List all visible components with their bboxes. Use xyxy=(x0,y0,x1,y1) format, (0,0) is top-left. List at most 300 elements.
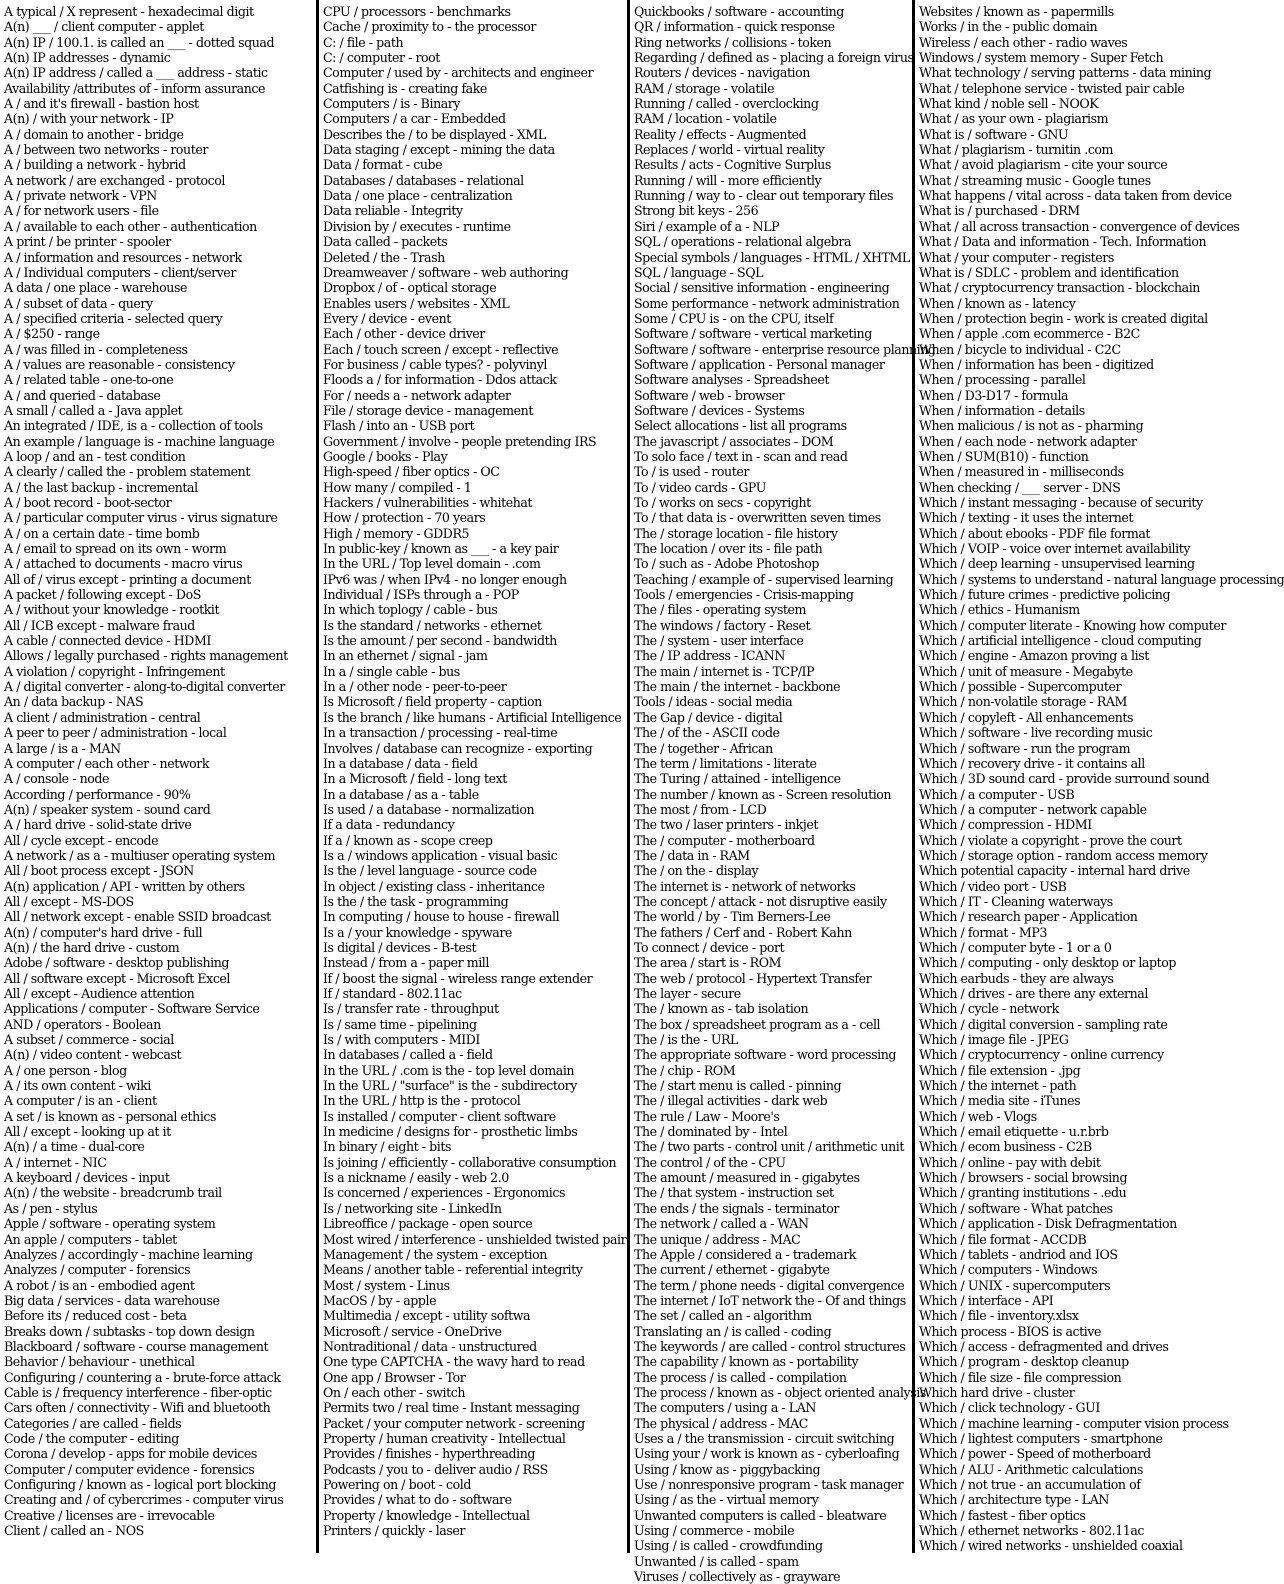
note-line: Which / ecom business - C2B xyxy=(919,1139,1092,1155)
note-line: Hackers / vulnerabilities - whitehat xyxy=(323,495,533,510)
note-line: Using your / work is known as - cyberloafing xyxy=(634,1446,900,1462)
note-line: Which / file format - ACCDB xyxy=(919,1231,1087,1247)
column-1 xyxy=(0,0,316,1553)
note-line: Viruses / collectively as - grayware xyxy=(634,1569,841,1584)
note-line: Permits two / real time - Instant messaging xyxy=(323,1400,580,1416)
note-line: What / as your own - plagiarism xyxy=(919,111,1109,127)
note-line: Which / software - What patches xyxy=(919,1200,1113,1216)
note-line: RAM / storage - volatile xyxy=(634,80,775,96)
note-line: Most / system - Linus xyxy=(323,1277,450,1293)
note-line: An / data backup - NAS xyxy=(4,694,144,710)
note-line: Which / copyleft - All enhancements xyxy=(919,709,1134,725)
note-line: Is the / level language - source code xyxy=(323,863,537,879)
note-line: The appropriate software - word processing xyxy=(634,1047,896,1063)
note-line: The / that system - instruction set xyxy=(634,1185,834,1201)
note-line: The / chip - ROM xyxy=(634,1062,736,1078)
note-line: What / cryptocurrency transaction - blockchain xyxy=(919,280,1200,296)
note-line: Cars often / connectivity - Wifi and bluetooth xyxy=(4,1400,271,1416)
note-line: Is / with computers - MIDI xyxy=(323,1032,480,1048)
note-line: What is / SDLC - problem and identification xyxy=(919,264,1179,280)
note-line: A / values are reasonable - consistency xyxy=(4,356,235,372)
note-line: As / pen - stylus xyxy=(4,1200,98,1216)
note-line: Is concerned / experiences - Ergonomics xyxy=(323,1185,565,1201)
note-line: Which / online - pay with debit xyxy=(919,1154,1101,1170)
note-line: If / boost the signal - wireless range extender xyxy=(323,970,593,986)
note-line: Is / transfer rate - throughput xyxy=(323,1001,499,1017)
note-line: Which / UNIX - supercomputers xyxy=(919,1277,1111,1293)
note-line: A(n) / the hard drive - custom xyxy=(4,939,180,955)
note-line: How many / compiled - 1 xyxy=(323,479,472,495)
note-line: In which toplogy / cable - bus xyxy=(323,602,498,618)
note-line: Is the branch / like humans - Artificial Intelligence xyxy=(323,709,622,725)
note-line: Adobe / software - desktop publishing xyxy=(4,955,230,971)
note-line: The main / the internet - backbone xyxy=(634,679,841,695)
note-line: The / known as - tab isolation xyxy=(634,1001,809,1017)
note-line: Select allocations - list all programs xyxy=(634,418,847,434)
note-line: Which / architecture type - LAN xyxy=(919,1492,1109,1508)
note-line: Which / violate a copyright - prove the court xyxy=(919,832,1182,848)
note-line: Tools / emergencies - Crisis-mapping xyxy=(634,587,854,603)
note-line: Computers / a car - Embedded xyxy=(323,111,506,127)
note-line: The keywords / are called - control structures xyxy=(634,1338,906,1354)
note-line: Regarding / defined as - placing a foreign virus xyxy=(634,50,914,66)
note-line: A / the last backup - incremental xyxy=(4,479,198,495)
note-line: File / storage device - management xyxy=(323,402,533,418)
note-line: Big data / services - data warehouse xyxy=(4,1292,220,1308)
note-line: Which / ethics - Humanism xyxy=(919,602,1080,618)
note-line: Translating an / is called - coding xyxy=(634,1323,832,1339)
note-line: Which / a computer - network capable xyxy=(919,801,1147,817)
note-line: Which / instant messaging - because of security xyxy=(919,495,1203,510)
note-line: Describes the / to be displayed - XML xyxy=(323,126,546,142)
note-line: A / without your knowledge - rootkit xyxy=(4,602,220,618)
note-line: A keyboard / devices - input xyxy=(4,1170,170,1186)
note-line: Which / unit of measure - Megabyte xyxy=(919,663,1133,679)
note-line: Which / systems to understand - natural language processing xyxy=(919,571,1284,587)
note-line: For business / cable types? - polyvinyl xyxy=(323,356,547,372)
note-line: The / storage location - file history xyxy=(634,525,838,541)
note-line: The concept / attack - not disruptive easily xyxy=(634,893,887,909)
note-line: The term / limitations - literate xyxy=(634,755,817,771)
note-line: Which / VOIP - voice over internet availability xyxy=(919,541,1190,557)
note-line: What is / purchased - DRM xyxy=(919,203,1080,219)
note-line: Is / networking site - LinkedIn xyxy=(323,1200,502,1216)
note-line: The / files - operating system xyxy=(634,602,806,618)
note-line: Each / touch screen / except - reflective xyxy=(323,341,559,357)
note-line: Uses a / the transmission - circuit switching xyxy=(634,1430,895,1446)
note-line: Teaching / example of - supervised learning xyxy=(634,571,894,587)
note-line: In the URL / Top level domain - .com xyxy=(323,556,541,572)
note-line: Which / file extension - .jpg xyxy=(919,1062,1081,1078)
note-line: Using / know as - piggybacking xyxy=(634,1461,821,1477)
note-line: In the URL / .com is the - top level domain xyxy=(323,1062,575,1078)
note-line: The location / over its - file path xyxy=(634,541,823,557)
note-line: The javascript / associates - DOM xyxy=(634,433,834,449)
note-line: Siri / example of a - NLP xyxy=(634,218,780,234)
note-line: Which / ethernet networks - 802.11ac xyxy=(919,1523,1145,1539)
note-line: The main / internet is - TCP/IP xyxy=(634,663,815,679)
note-line: The / start menu is called - pinning xyxy=(634,1078,842,1094)
note-line: A typical / X represent - hexadecimal digit xyxy=(4,4,254,19)
note-line: A / boot record - boot-sector xyxy=(4,495,172,510)
note-line: Special symbols / languages - HTML / XHTML xyxy=(634,249,910,265)
note-line: Which / browsers - social browsing xyxy=(919,1170,1128,1186)
note-line: The Gap / device - digital xyxy=(634,709,783,725)
note-line: When / bicycle to individual - C2C xyxy=(919,341,1121,357)
note-line: In object / existing class - inheritance xyxy=(323,878,545,894)
note-line: Packet / your computer network - screening xyxy=(323,1415,585,1431)
note-line: RAM / location - volatile xyxy=(634,111,777,127)
note-line: Property / human creativity - Intellectual xyxy=(323,1430,566,1446)
note-line: The set / called an - algorithm xyxy=(634,1308,812,1324)
note-line: When / processing - parallel xyxy=(919,372,1086,388)
note-line: The rule / Law - Moore's xyxy=(634,1108,780,1124)
note-line: In a database / as a - table xyxy=(323,786,479,802)
note-line: Is a / windows application - visual basic xyxy=(323,847,558,863)
note-line: Using / commerce - mobile xyxy=(634,1523,795,1539)
note-line: The area / start is - ROM xyxy=(634,955,782,971)
note-line: The capability / known as - portability xyxy=(634,1354,859,1370)
note-line: When / protection begin - work is created digital xyxy=(919,310,1208,326)
note-line: Software / web - browser xyxy=(634,387,785,403)
note-line: Which / software - run the program xyxy=(919,740,1131,756)
note-line: A / specified criteria - selected query xyxy=(4,310,223,326)
note-line: The internet / IoT network the - Of and things xyxy=(634,1292,906,1308)
note-line: How / protection - 70 years xyxy=(323,510,486,526)
note-line: Reality / effects - Augmented xyxy=(634,126,807,142)
note-line: A / particular computer virus - virus signature xyxy=(4,510,278,526)
note-line: Analyzes / computer - forensics xyxy=(4,1262,191,1278)
note-line: The Turing / attained - intelligence xyxy=(634,771,841,787)
note-line: Use / nonresponsive program - task manager xyxy=(634,1477,904,1492)
note-line: A robot / is an - embodied agent xyxy=(4,1277,195,1293)
note-line: C: / file - path xyxy=(323,34,404,50)
note-line: Is the standard / networks - ethernet xyxy=(323,617,542,633)
note-line: Which / future crimes - predictive policing xyxy=(919,587,1171,603)
note-line: Which / lightest computers - smartphone xyxy=(919,1430,1163,1446)
note-line: When / known as - latency xyxy=(919,295,1076,311)
note-line: Which / access - defragmented and drives xyxy=(919,1338,1169,1354)
note-line: AND / operators - Boolean xyxy=(4,1016,161,1032)
note-line: Is used / a database - normalization xyxy=(323,801,535,817)
note-line: Enables users / websites - XML xyxy=(323,295,510,311)
note-line: Which / wired networks - unshielded coaxial xyxy=(919,1538,1183,1554)
note-line: Which / program - desktop cleanup xyxy=(919,1354,1129,1370)
note-line: In a / single cable - bus xyxy=(323,663,460,679)
note-line: Configuring / countering a - brute-force attack xyxy=(4,1369,281,1385)
note-line: All / boot process except - JSON xyxy=(4,863,194,879)
note-line: Which / IT - Cleaning waterways xyxy=(919,893,1113,909)
note-line: All / cycle except - encode xyxy=(4,832,159,848)
note-line: To / video cards - GPU xyxy=(634,479,766,495)
note-line: When / apple .com ecommerce - B2C xyxy=(919,326,1140,342)
note-line: A data / one place - warehouse xyxy=(4,280,187,296)
note-line: On / each other - switch xyxy=(323,1384,465,1400)
note-line: The process / known as - object oriented analysis xyxy=(634,1384,926,1400)
note-line: In a transaction / processing - real-time xyxy=(323,725,558,741)
note-line: A(n) / the website - breadcrumb trail xyxy=(4,1185,222,1201)
note-line: A / related table - one-to-one xyxy=(4,372,174,388)
note-line: Data called - packets xyxy=(323,234,448,250)
note-line: Is installed / computer - client software xyxy=(323,1108,556,1124)
note-line: In the URL / http is the - protocol xyxy=(323,1093,521,1109)
note-line: Creating and / of cybercrimes - computer virus xyxy=(4,1492,284,1508)
note-line: Which / cryptocurrency - online currency xyxy=(919,1047,1164,1063)
note-line: Is a nickname / easily - web 2.0 xyxy=(323,1170,509,1186)
note-line: Which / 3D sound card - provide surround sound xyxy=(919,771,1210,787)
note-line: Some performance - network administration xyxy=(634,295,900,311)
note-line: Results / acts - Cognitive Surplus xyxy=(634,157,831,173)
note-line: Is a / your knowledge - spyware xyxy=(323,924,512,940)
note-line: For / needs a - network adapter xyxy=(323,387,511,403)
note-line: A network / as a - multiuser operating system xyxy=(4,847,276,863)
note-line: A client / administration - central xyxy=(4,709,201,725)
note-line: Which / research paper - Application xyxy=(919,909,1138,925)
note-line: Microsoft / service - OneDrive xyxy=(323,1323,502,1339)
note-line: Software / software - enterprise resource planning xyxy=(634,341,936,357)
note-line: A / $250 - range xyxy=(4,326,100,342)
note-line: Which / not true - an accumulation of xyxy=(919,1477,1141,1492)
note-line: A cable / connected device - HDMI xyxy=(4,633,211,649)
note-line: Which / tablets - andriod and IOS xyxy=(919,1246,1118,1262)
note-line: Cache / proximity to - the processor xyxy=(323,19,536,35)
note-line: Software analyses - Spreadsheet xyxy=(634,372,829,388)
note-line: Which / a computer - USB xyxy=(919,786,1075,802)
note-line: Blackboard / software - course management xyxy=(4,1338,269,1354)
note-line: Provides / finishes - hyperthreading xyxy=(323,1446,536,1462)
note-line: Applications / computer - Software Service xyxy=(4,1001,260,1017)
note-line: Which / the internet - path xyxy=(919,1078,1077,1094)
note-line: The physical / address - MAC xyxy=(634,1415,808,1431)
note-line: Availability /attributes of - inform assurance xyxy=(4,80,266,96)
note-line: Strong bit keys - 256 xyxy=(634,203,759,219)
note-line: All / ICB except - malware fraud xyxy=(4,617,195,633)
note-line: Which / recovery drive - it contains all xyxy=(919,755,1145,771)
note-line: Social / sensitive information - engineering xyxy=(634,280,890,296)
note-line: Most wired / interference - unshielded twisted pair xyxy=(323,1231,627,1247)
note-line: The amount / measured in - gigabytes xyxy=(634,1170,860,1186)
note-line: All of / virus except - printing a document xyxy=(4,571,251,587)
note-line: A / hard drive - solid-state drive xyxy=(4,817,192,833)
note-line: The / data in - RAM xyxy=(634,847,750,863)
note-line: Which / power - Speed of motherboard xyxy=(919,1446,1151,1462)
note-line: What / avoid plagiarism - cite your source xyxy=(919,157,1168,173)
note-line: The ends / the signals - terminator xyxy=(634,1200,839,1216)
note-line: Software / devices - Systems xyxy=(634,402,805,418)
note-line: Unwanted computers is called - bleatware xyxy=(634,1507,887,1523)
note-line: Which / granting institutions - .edu xyxy=(919,1185,1127,1201)
note-line: Means / another table - referential integrity xyxy=(323,1262,583,1278)
note-line: Multimedia / except - utility softwa xyxy=(323,1308,531,1324)
note-line: Each / other - device driver xyxy=(323,326,485,342)
note-line: Instead / from a - paper mill xyxy=(323,955,489,971)
note-line: The fathers / Cerf and - Robert Kahn xyxy=(634,924,852,940)
note-line: Which / drives - are there any external xyxy=(919,986,1148,1001)
note-line: What kind / noble sell - NOOK xyxy=(919,96,1099,112)
note-line: What / Data and information - Tech. Information xyxy=(919,234,1207,250)
note-line: According / performance - 90% xyxy=(4,786,191,802)
note-line: The Apple / considered a - trademark xyxy=(634,1246,856,1262)
note-line: The / is the - URL xyxy=(634,1032,738,1048)
note-line: Works / in the - public domain xyxy=(919,19,1098,35)
note-line: Which / non-volatile storage - RAM xyxy=(919,694,1127,710)
note-line: Is the amount / per second - bandwidth xyxy=(323,633,557,649)
note-line: Which / cycle - network xyxy=(919,1001,1059,1017)
note-line: Libreoffice / package - open source xyxy=(323,1216,533,1232)
note-line: A / Individual computers - client/server xyxy=(4,264,236,280)
note-line: Which / computer byte - 1 or a 0 xyxy=(919,939,1112,955)
note-line: To / works on secs - copyright xyxy=(634,495,811,510)
note-line: Podcasts / you to - deliver audio / RSS xyxy=(323,1461,548,1477)
note-line: Which / machine learning - computer vision process xyxy=(919,1415,1229,1431)
note-line: Windows / system memory - Super Fetch xyxy=(919,50,1164,66)
note-line: The world / by - Tim Berners-Lee xyxy=(634,909,831,925)
note-line: Before its / reduced cost - beta xyxy=(4,1308,187,1324)
note-line: The / dominated by - Intel xyxy=(634,1124,788,1140)
note-line: Catfishing is - creating fake xyxy=(323,80,487,96)
note-line: Which / file - inventory.xlsx xyxy=(919,1308,1079,1324)
note-line: Involves / database can recognize - exporting xyxy=(323,740,593,756)
note-line: The / system - user interface xyxy=(634,633,804,649)
note-line: A peer to peer / administration - local xyxy=(4,725,227,741)
note-line: The windows / factory - Reset xyxy=(634,617,811,633)
note-line: Tools / ideas - social media xyxy=(634,694,793,710)
note-line: What / telephone service - twisted pair cable xyxy=(919,80,1185,96)
note-line: Which / digital conversion - sampling rate xyxy=(919,1016,1168,1032)
note-line: Data / format - cube xyxy=(323,157,443,173)
note-line: The current / ethernet - gigabyte xyxy=(634,1262,830,1278)
note-line: When / D3-D17 - formula xyxy=(919,387,1069,403)
note-line: Computer / computer evidence - forensics xyxy=(4,1461,255,1477)
note-line: The web / protocol - Hypertext Transfer xyxy=(634,970,872,986)
note-line: A(n) IP / 100.1. is called an ___ - dotted squad xyxy=(4,34,275,50)
note-line: Code / the computer - editing xyxy=(4,1430,179,1446)
note-line: An example / language is - machine language xyxy=(4,433,275,449)
note-line: A(n) / a time - dual-core xyxy=(4,1139,145,1155)
note-line: Websites / known as - papermills xyxy=(919,4,1114,19)
note-line: A(n) / speaker system - sound card xyxy=(4,801,211,817)
note-line: What / plagiarism - turnitin .com xyxy=(919,142,1114,158)
note-line: A / between two networks - router xyxy=(4,142,208,158)
note-line: Which / media site - iTunes xyxy=(919,1093,1081,1109)
note-line: QR / information - quick response xyxy=(634,19,835,35)
note-line: A print / be printer - spooler xyxy=(4,234,171,250)
note-line: A / was filled in - completeness xyxy=(4,341,188,357)
note-line: When / each node - network adapter xyxy=(919,433,1137,449)
note-line: Creative / licenses are - irrevocable xyxy=(4,1507,215,1523)
note-line: What / your computer - registers xyxy=(919,249,1114,265)
note-line: In a database / data - field xyxy=(323,755,478,771)
note-line: One app / Browser - Tor xyxy=(323,1369,466,1385)
column-4 xyxy=(912,0,1284,1554)
note-line: High / memory - GDDR5 xyxy=(323,525,470,541)
note-line: When / SUM(B10) - function xyxy=(919,448,1089,464)
note-line: The / computer - motherboard xyxy=(634,832,815,848)
note-line: A / building a network - hybrid xyxy=(4,157,186,173)
note-line: The / illegal activities - dark web xyxy=(634,1093,828,1109)
note-line: Which / deep learning - unsupervised learning xyxy=(919,556,1195,572)
note-line: Which / compression - HDMI xyxy=(919,817,1092,833)
note-line: Which / application - Disk Defragmentation xyxy=(919,1216,1177,1232)
note-line: An integrated / IDE, is a - collection of tools xyxy=(4,418,263,434)
note-line: All / except - Audience attention xyxy=(4,986,195,1001)
note-line: Data / one place - centralization xyxy=(323,188,513,204)
note-line: All / except - looking up at it xyxy=(4,1124,171,1140)
note-line: When checking / ___ server - DNS xyxy=(919,479,1121,495)
note-line: Computer / used by - architects and engineer xyxy=(323,65,594,81)
note-line: The number / known as - Screen resolution xyxy=(634,786,892,802)
note-line: A set / is known as - personal ethics xyxy=(4,1108,217,1124)
note-line: If / standard - 802.11ac xyxy=(323,986,462,1001)
note-line: Which / interface - API xyxy=(919,1292,1054,1308)
note-line: Which / software - live recording music xyxy=(919,725,1153,741)
note-line: Dreamweaver / software - web authoring xyxy=(323,264,569,280)
note-line: Software / application - Personal manager xyxy=(634,356,885,372)
note-line: What happens / vital across - data taken from device xyxy=(919,188,1232,204)
note-line: Flash / into an - USB port xyxy=(323,418,475,434)
note-line: All / except - MS-DOS xyxy=(4,893,134,909)
note-line: Apple / software - operating system xyxy=(4,1216,216,1232)
note-line: When / information - details xyxy=(919,402,1085,418)
note-line: When malicious / is not as - pharming xyxy=(919,418,1144,434)
note-line: Which / image file - JPEG xyxy=(919,1032,1069,1048)
note-line: The / of the - ASCII code xyxy=(634,725,780,741)
note-line: A / available to each other - authentication xyxy=(4,218,257,234)
note-line: In a / other node - peer-to-peer xyxy=(323,679,507,695)
note-line: A(n) IP addresses - dynamic xyxy=(4,50,171,66)
note-line: Which / computers - Windows xyxy=(919,1262,1098,1278)
note-line: Provides / what to do - software xyxy=(323,1492,512,1508)
note-line: Which / fastest - fiber optics xyxy=(919,1507,1086,1523)
note-line: Which earbuds - they are always xyxy=(919,970,1114,986)
note-line: A computer / each other - network xyxy=(4,755,210,771)
note-line: A / its own content - wiki xyxy=(4,1078,151,1094)
note-line: Nontraditional / data - unstructured xyxy=(323,1338,537,1354)
note-line: Running / called - overclocking xyxy=(634,96,819,112)
note-line: What is / software - GNU xyxy=(919,126,1069,142)
note-line: The / together - African xyxy=(634,740,773,756)
note-line: The / on the - display xyxy=(634,863,759,879)
note-line: The box / spreadsheet program as a - cell xyxy=(634,1016,881,1032)
note-line: In computing / house to house - firewall xyxy=(323,909,560,925)
note-line: A / one person - blog xyxy=(4,1062,127,1078)
note-line: The layer - secure xyxy=(634,986,741,1001)
note-line: A / digital converter - along-to-digital converter xyxy=(4,679,285,695)
note-line: A clearly / called the - problem statement xyxy=(4,464,250,480)
note-line: A network / are exchanged - protocol xyxy=(4,172,225,188)
note-line: Division by / executes - runtime xyxy=(323,218,511,234)
note-line: Which / web - Vlogs xyxy=(919,1108,1037,1124)
note-line: A / private network - VPN xyxy=(4,188,157,204)
note-line: When / information has been - digitized xyxy=(919,356,1154,372)
note-line: If a / known as - scope creep xyxy=(323,832,493,848)
note-line: The process / is called - compilation xyxy=(634,1369,847,1385)
note-line: Is / same time - pipelining xyxy=(323,1016,477,1032)
note-line: In the URL / "surface" is the - subdirectory xyxy=(323,1078,577,1094)
note-line: Dropbox / of - optical storage xyxy=(323,280,497,296)
note-line: A / attached to documents - macro virus xyxy=(4,556,243,572)
note-line: Replaces / world - virtual reality xyxy=(634,142,825,158)
column-2 xyxy=(316,0,627,1553)
note-line: Ring networks / collisions - token xyxy=(634,34,832,50)
note-line: Cable is / frequency interference - fiber-optic xyxy=(4,1384,272,1400)
note-line: Management / the system - exception xyxy=(323,1246,547,1262)
note-line: Which hard drive - cluster xyxy=(919,1384,1075,1400)
note-line: Which / video port - USB xyxy=(919,878,1067,894)
note-line: Which / click technology - GUI xyxy=(919,1400,1100,1416)
note-line: SQL / language - SQL xyxy=(634,264,763,280)
note-line: Every / device - event xyxy=(323,310,451,326)
